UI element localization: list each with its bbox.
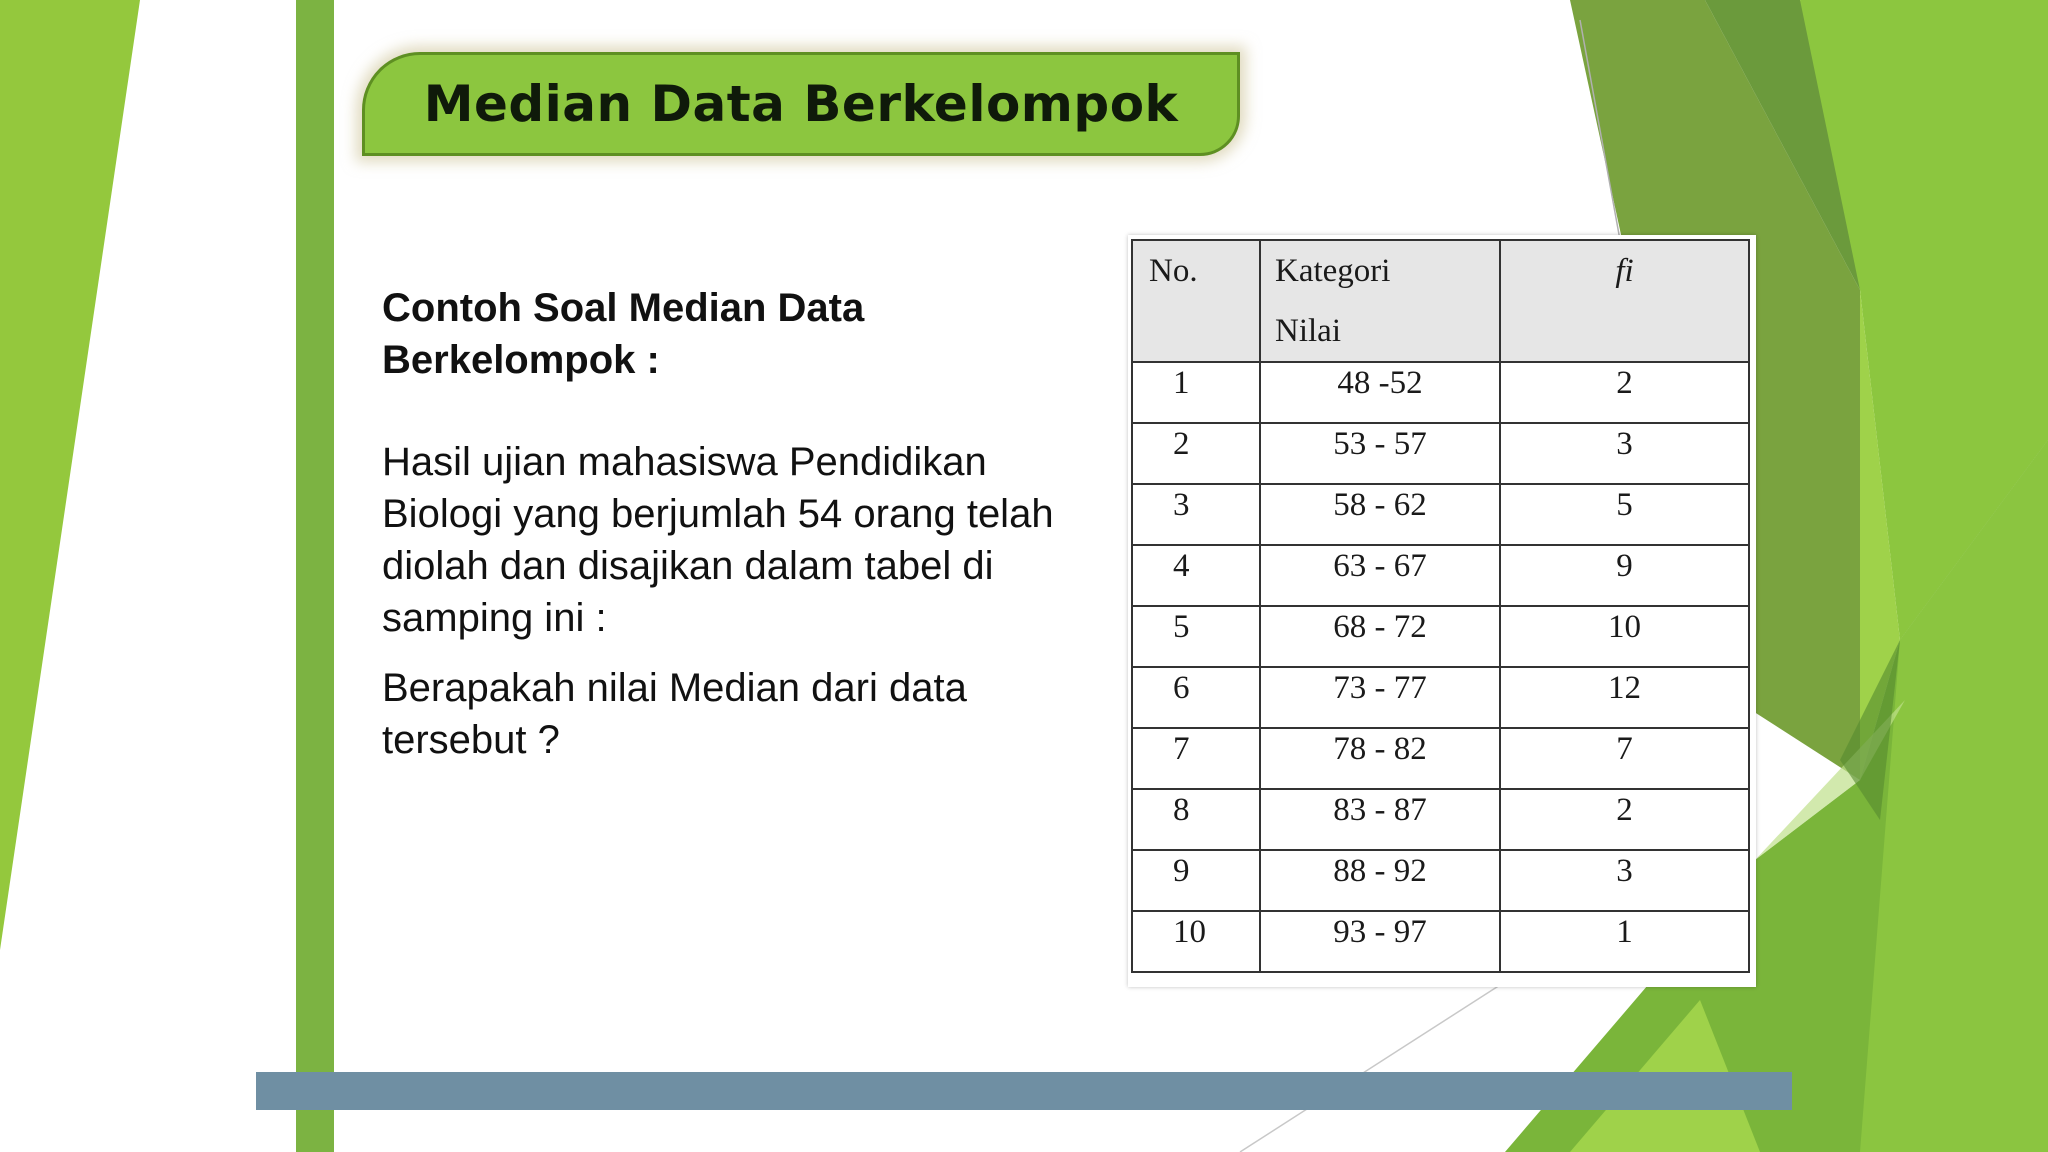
cell-no: 4 bbox=[1132, 545, 1260, 606]
header-kategori bbox=[1260, 240, 1500, 362]
left-green-wedge bbox=[0, 0, 140, 950]
question-paragraph: Berapakah nilai Median dari data tersebut ? bbox=[382, 666, 967, 762]
table-row bbox=[1132, 545, 1749, 606]
cell-kategori: 58 - 62 bbox=[1260, 484, 1500, 545]
table-row bbox=[1132, 362, 1749, 423]
cell-fi: 12 bbox=[1500, 667, 1749, 728]
cell-kategori: 48 -52 bbox=[1260, 362, 1500, 423]
cell-fi: 2 bbox=[1500, 362, 1749, 423]
frequency-table-image bbox=[1128, 235, 1756, 987]
cell-fi: 1 bbox=[1500, 911, 1749, 972]
cell-no: 6 bbox=[1132, 667, 1260, 728]
table-row bbox=[1132, 484, 1749, 545]
table-row bbox=[1132, 667, 1749, 728]
cell-kategori: 63 - 67 bbox=[1260, 545, 1500, 606]
thin-line-2 bbox=[1240, 985, 1500, 1152]
cell-fi: 5 bbox=[1500, 484, 1749, 545]
table-row bbox=[1132, 850, 1749, 911]
cell-fi: 9 bbox=[1500, 545, 1749, 606]
cell-fi: 2 bbox=[1500, 789, 1749, 850]
cell-no: 9 bbox=[1132, 850, 1260, 911]
table-row bbox=[1132, 911, 1749, 972]
table-row bbox=[1132, 789, 1749, 850]
cell-kategori: 83 - 87 bbox=[1260, 789, 1500, 850]
cell-no: 2 bbox=[1132, 423, 1260, 484]
cell-no: 1 bbox=[1132, 362, 1260, 423]
cell-kategori: 93 - 97 bbox=[1260, 911, 1500, 972]
footer-bar bbox=[256, 1072, 1792, 1110]
content-text-block bbox=[382, 282, 1062, 766]
table-row bbox=[1132, 423, 1749, 484]
cell-kategori: 78 - 82 bbox=[1260, 728, 1500, 789]
table-header-row bbox=[1132, 240, 1749, 362]
cell-kategori: 73 - 77 bbox=[1260, 667, 1500, 728]
frequency-table bbox=[1131, 239, 1750, 973]
cell-fi: 7 bbox=[1500, 728, 1749, 789]
problem-paragraph: Hasil ujian mahasiswa Pendidikan Biologi yang berjumlah 54 orang telah diolah dan disajikan dalam tabel di samping ini : bbox=[382, 440, 1054, 640]
cell-kategori: 88 - 92 bbox=[1260, 850, 1500, 911]
table-row bbox=[1132, 728, 1749, 789]
page-title: Median Data Berkelompok bbox=[423, 75, 1179, 133]
example-heading: Contoh Soal Median Data Berkelompok : bbox=[382, 286, 865, 382]
cell-no: 3 bbox=[1132, 484, 1260, 545]
cell-no: 5 bbox=[1132, 606, 1260, 667]
title-banner bbox=[362, 52, 1240, 156]
header-kategori-line1: Kategori bbox=[1275, 253, 1391, 289]
vertical-green-bar bbox=[296, 0, 334, 1152]
table-row bbox=[1132, 606, 1749, 667]
cell-no: 10 bbox=[1132, 911, 1260, 972]
header-fi: fi bbox=[1500, 240, 1749, 362]
cell-no: 7 bbox=[1132, 728, 1260, 789]
cell-kategori: 68 - 72 bbox=[1260, 606, 1500, 667]
cell-fi: 3 bbox=[1500, 850, 1749, 911]
cell-fi: 10 bbox=[1500, 606, 1749, 667]
cell-no: 8 bbox=[1132, 789, 1260, 850]
header-kategori-line2: Nilai bbox=[1275, 313, 1341, 349]
cell-kategori: 53 - 57 bbox=[1260, 423, 1500, 484]
header-no: No. bbox=[1132, 240, 1260, 362]
cell-fi: 3 bbox=[1500, 423, 1749, 484]
